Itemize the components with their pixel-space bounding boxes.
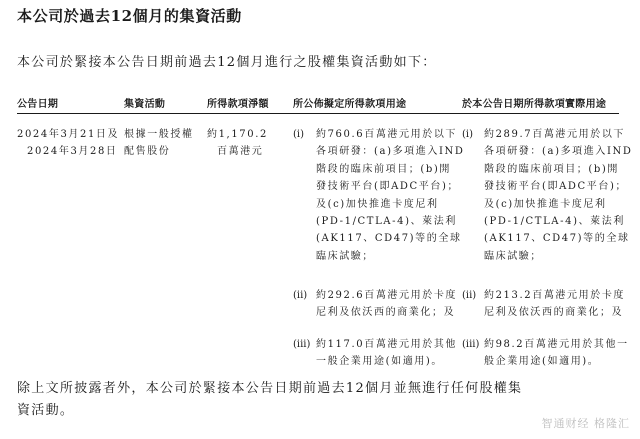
text-line: (PD-1/CTLA-4)、萊法利 [484,216,625,228]
text-line: 階段的臨床前項目；(b)開 [484,163,620,175]
actual-use-item-ii [484,287,625,322]
intro-paragraph: 本公司於緊接本公告日期前過去12個月進行之股權集資活動如下： [17,55,437,70]
closing-paragraph [17,378,522,422]
text-line: (PD-1/CTLA-4)、萊法利 [316,216,457,228]
text-line: 及(c)加快推進卡度尼利 [484,198,607,210]
actual-use-item-iii [484,336,629,371]
text-line: 約292.6百萬港元用於卡度 [316,290,458,301]
header-rule [17,113,619,114]
header-fundraising-activity: 集資活動 [124,99,166,110]
intended-marker-i: (i) [293,129,305,140]
text-line: 階段的臨床前項目；(b)開 [316,163,452,175]
intended-marker-ii: (ii) [293,290,308,301]
text-line: 約289.7百萬港元用於以下 [484,129,626,140]
actual-marker-iii: (iii) [462,339,480,350]
activity-line: 根據一般授權 [124,129,194,140]
intended-marker-iii: (iii) [293,339,311,350]
text-line: 約760.6百萬港元用於以下 [316,129,458,140]
text-line: 發技術平台(即ADC平台)； [316,181,460,193]
text-line: 除上文所披露者外，本公司於緊接本公告日期前過去12個月並無進行任何股權集 [17,381,523,396]
intended-use-item-iii [316,336,457,371]
header-net-proceeds: 所得款項淨額 [207,99,269,110]
date-line: 2024年3月21日及 [17,129,120,140]
actual-marker-ii: (ii) [462,290,477,301]
text-line: 一般企業用途(如適用)。 [316,356,444,368]
cell-net-proceeds [207,126,268,161]
cell-announcement-date [17,126,119,161]
text-line: 尼利及依沃西的商業化；及 [484,307,624,319]
date-line: 2024年3月28日 [27,146,118,158]
text-line: 約117.0百萬港元用於其他 [316,339,458,350]
text-line: 約98.2百萬港元用於其他一 [484,339,629,350]
header-actual-use: 於本公告日期所得款項實際用途 [462,99,607,110]
proceeds-line: 百萬港元 [217,146,264,158]
activity-line: 配售股份 [124,146,171,158]
actual-marker-i: (i) [462,129,474,140]
text-line: 及(c)加快推進卡度尼利 [316,198,439,210]
text-line: 尼利及依沃西的商業化；及 [316,307,456,319]
header-intended-use: 所公佈擬定所得款項用途 [293,99,407,110]
text-line: 般企業用途(如適用)。 [484,356,600,368]
text-line: (AK117、CD47)等的全球 [484,233,630,245]
text-line: 各項研發：(a)多項進入IND [316,146,465,158]
intended-use-item-ii [316,287,457,322]
actual-use-item-i [484,126,632,265]
text-line: 臨床試驗； [316,250,374,262]
text-line: 資活動。 [17,403,75,418]
cell-fundraising-activity [124,126,194,161]
text-line: 發技術平台(即ADC平台)； [484,181,628,193]
text-line: 約213.2百萬港元用於卡度 [484,290,626,301]
text-line: 各項研發：(a)多項進入IND [484,146,633,158]
watermark: 智通财经 格隆汇 [541,417,630,430]
intended-use-item-i [316,126,464,265]
text-line: 臨床試驗； [484,250,542,262]
proceeds-line: 約1,170.2 [207,129,268,140]
header-announcement-date: 公告日期 [17,99,59,110]
text-line: (AK117、CD47)等的全球 [316,233,462,245]
section-title: 本公司於過去12個月的集資活動 [17,7,242,25]
